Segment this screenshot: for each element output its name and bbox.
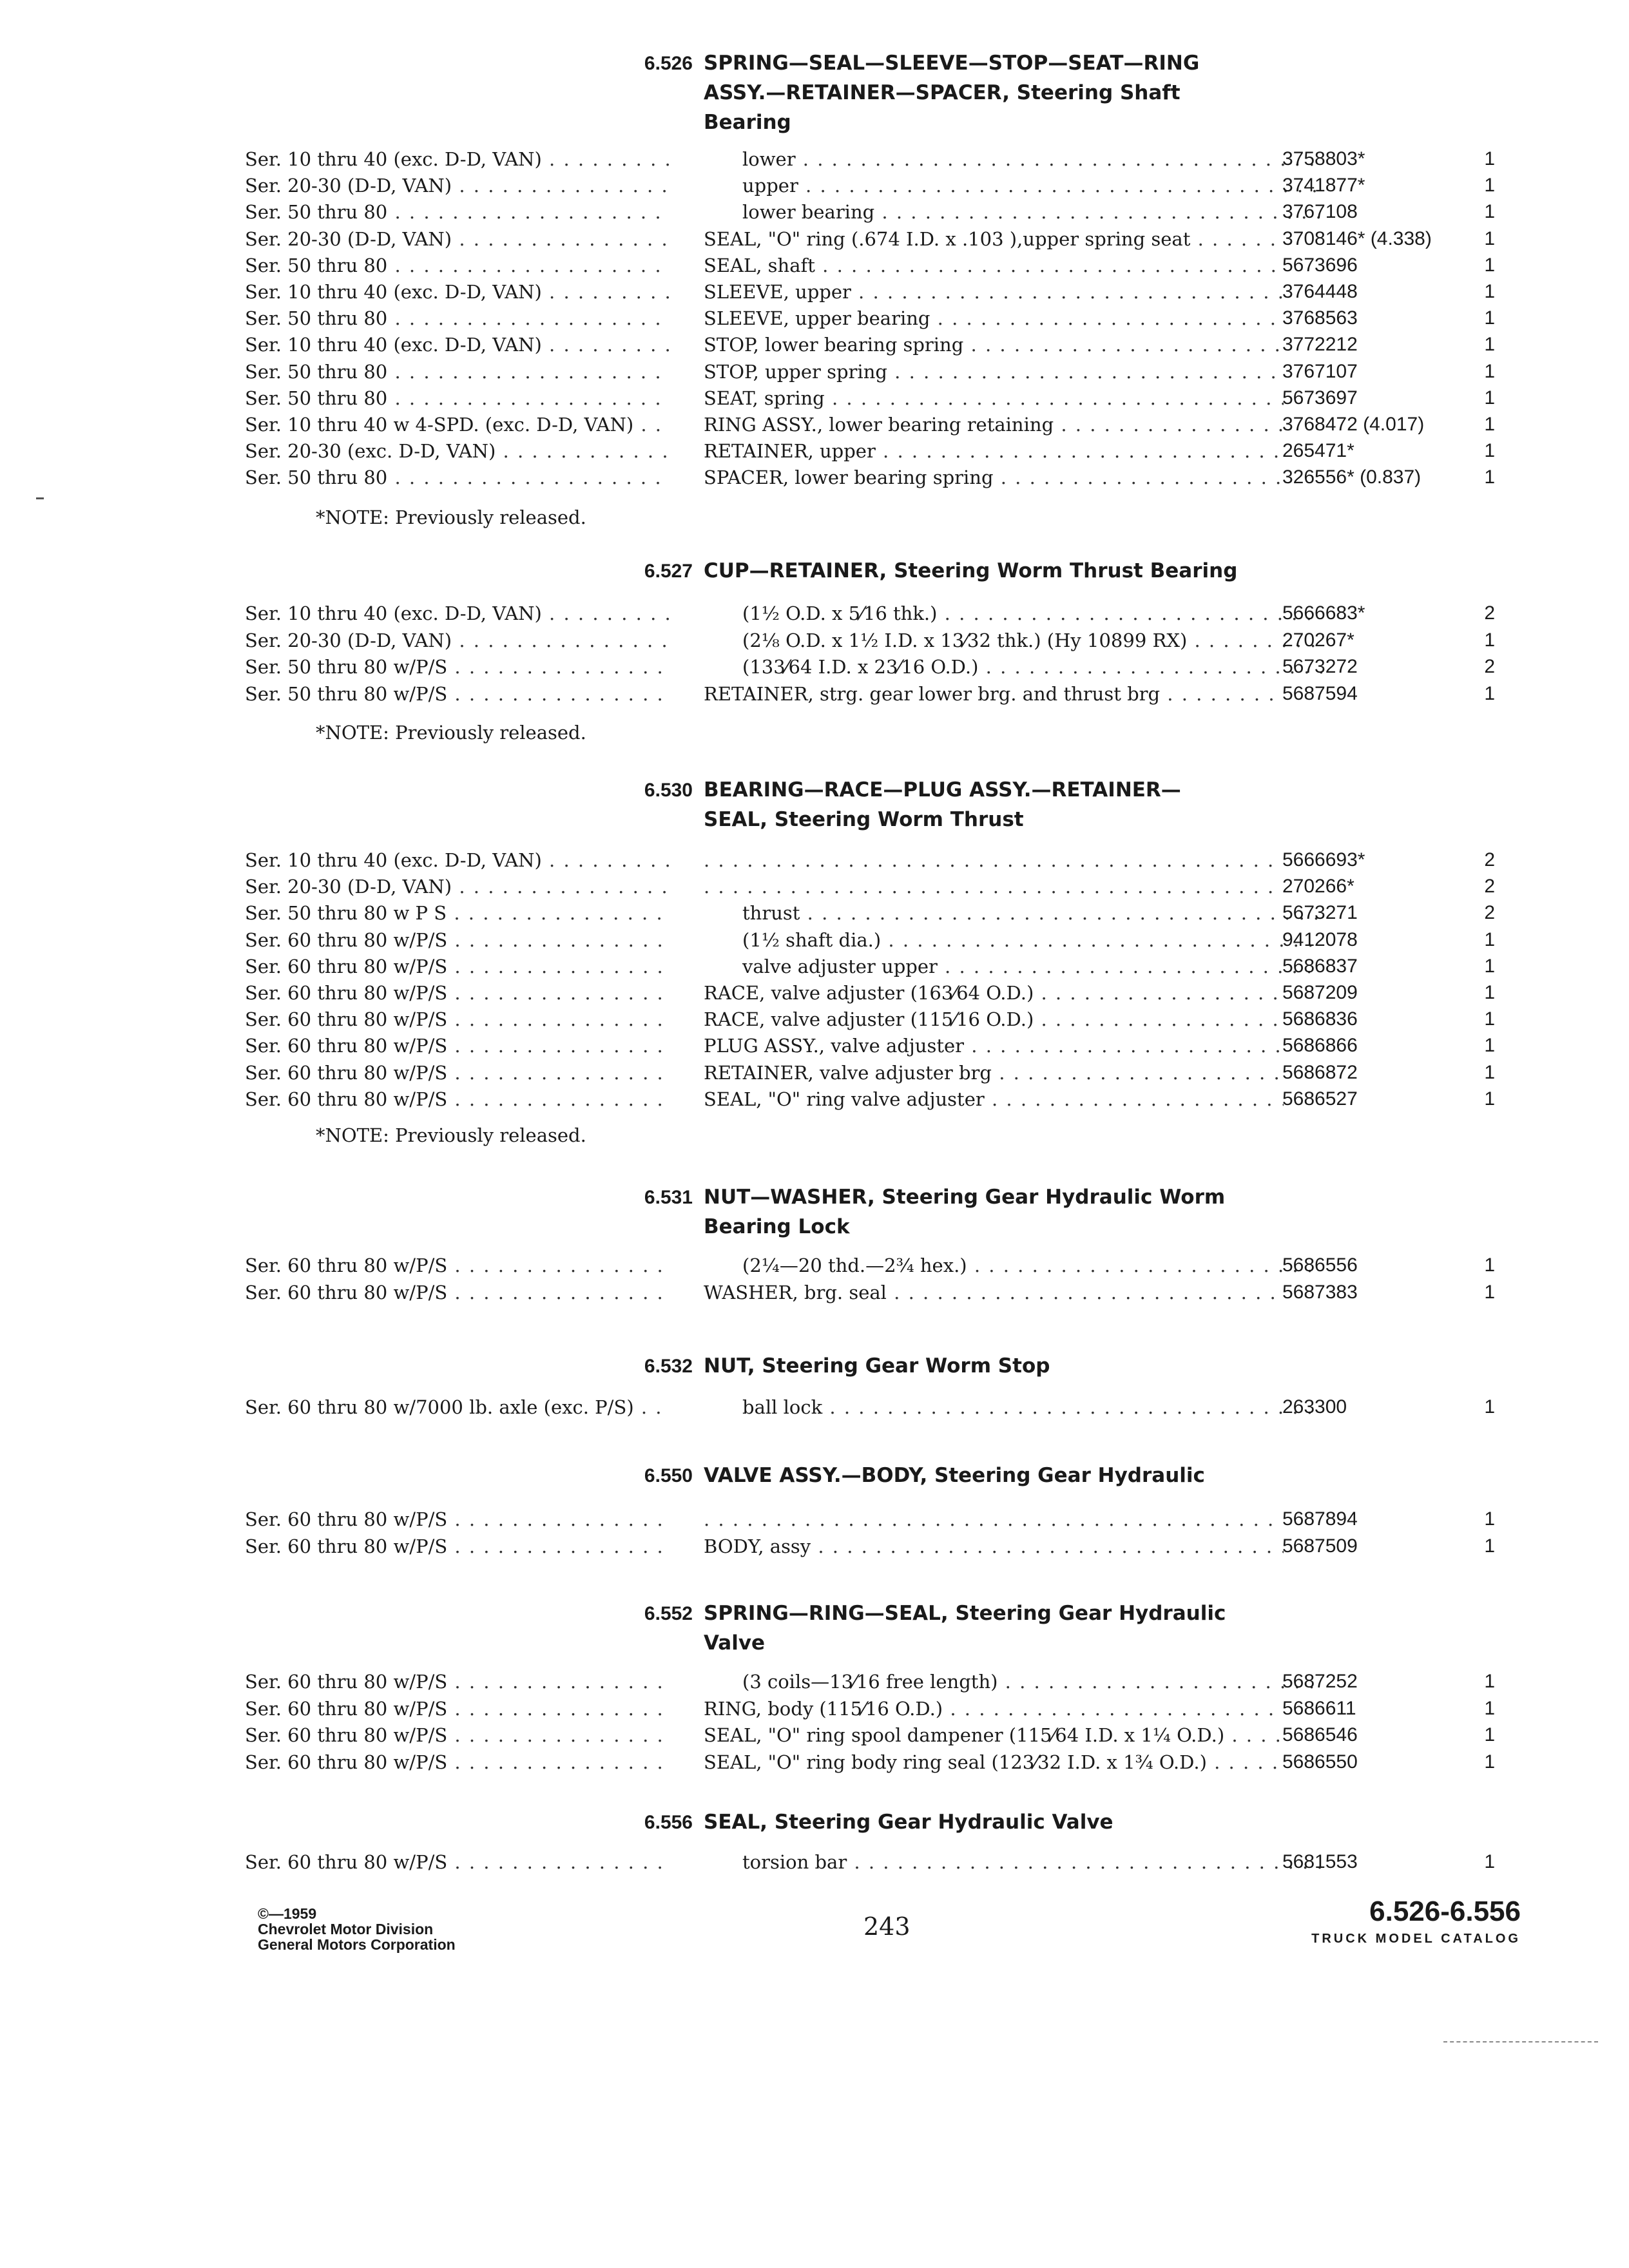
part-row (0, 954, 1629, 979)
quantity-cell: 2 (1484, 656, 1495, 677)
application-cell: Ser. 60 thru 80 w/P/S . . . (245, 980, 670, 1006)
quantity-cell: 1 (1484, 1671, 1495, 1692)
quantity-cell: 2 (1484, 602, 1495, 624)
application-cell: Ser. 10 thru 40 (exc. D-D, VAN) . . . (245, 279, 670, 305)
part-row (0, 173, 1629, 198)
quantity-cell: 1 (1484, 1088, 1495, 1110)
section-number: 6.550 (644, 1465, 693, 1486)
quantity-cell: 1 (1484, 629, 1495, 651)
part-row (0, 1849, 1629, 1875)
part-row (0, 1722, 1629, 1748)
application-cell: Ser. 20-30 (D-D, VAN) . . . (245, 226, 670, 252)
section-number: 6.532 (644, 1356, 693, 1377)
description-cell: lower bearing . . . (704, 199, 1322, 225)
part-row (0, 654, 1629, 680)
part-number-cell: 270267* (1282, 629, 1354, 651)
part-row (0, 1060, 1629, 1086)
part-row (0, 412, 1629, 437)
application-cell: Ser. 20-30 (D-D, VAN) . . . (245, 874, 670, 899)
quantity-cell: 2 (1484, 902, 1495, 924)
description-cell (704, 874, 1284, 899)
description-cell: SEAL, shaft . . . (704, 253, 1284, 278)
application-cell: Ser. 60 thru 80 w/P/S . . . (245, 1006, 670, 1032)
quantity-cell: 1 (1484, 387, 1495, 408)
section-title-line: Valve (704, 1631, 766, 1655)
application-cell: Ser. 50 thru 80 w/P/S . . . (245, 654, 670, 680)
section-title-line: SPRING—RING—SEAL, Steering Gear Hydraulic (704, 1602, 1226, 1625)
part-row (0, 253, 1629, 278)
section-title (704, 1599, 1309, 1658)
application-cell: Ser. 60 thru 80 w/P/S . . . (245, 1696, 670, 1722)
description-cell: RETAINER, valve adjuster brg . . . (704, 1060, 1284, 1086)
quantity-cell: 1 (1484, 148, 1495, 169)
part-number-cell: 3768563 (1282, 307, 1358, 329)
quantity-cell: 1 (1484, 1396, 1495, 1418)
description-cell: PLUG ASSY., valve adjuster . . . (704, 1033, 1284, 1059)
part-row (0, 874, 1629, 899)
part-row (0, 1033, 1629, 1059)
part-number-cell: 3764448 (1282, 281, 1358, 302)
application-cell: Ser. 60 thru 80 w/P/S . . . (245, 1253, 670, 1278)
quantity-cell: 2 (1484, 876, 1495, 898)
part-row (0, 601, 1629, 626)
quantity-cell: 1 (1484, 1751, 1495, 1773)
description-cell: (2⅛ O.D. x 1½ I.D. x 13⁄32 thk.) (Hy 10899 RX) . . . (704, 628, 1322, 653)
description-cell: BODY, assy . . . (704, 1533, 1284, 1559)
application-cell: Ser. 50 thru 80 . . . (245, 305, 670, 331)
description-cell: SEAL, "O" ring (.674 I.D. x .103 ),upper spring seat . . . (704, 226, 1284, 252)
part-number-cell: 5686836 (1282, 1008, 1358, 1030)
page-number: 243 (863, 1912, 911, 1941)
section-number: 6.526 (644, 53, 693, 74)
part-row (0, 226, 1629, 252)
section-number: 6.556 (644, 1812, 693, 1833)
quantity-cell: 1 (1484, 360, 1495, 382)
section-number: 6.531 (644, 1187, 693, 1208)
description-cell: (1½ shaft dia.) . . . (704, 927, 1322, 953)
description-cell: lower . . . (704, 146, 1322, 172)
quantity-cell: 1 (1484, 201, 1495, 223)
part-row (0, 628, 1629, 653)
section-title-line: VALVE ASSY.—BODY, Steering Gear Hydraulic (704, 1464, 1205, 1487)
quantity-cell: 1 (1484, 307, 1495, 329)
part-number-cell: 263300 (1282, 1396, 1347, 1418)
part-number-cell: 5686550 (1282, 1751, 1358, 1773)
application-cell: Ser. 50 thru 80 . . . (245, 385, 670, 411)
copyright-line: ©—1959 (258, 1905, 317, 1922)
quantity-cell: 1 (1484, 414, 1495, 435)
description-cell: RACE, valve adjuster (115⁄16 O.D.) . . . (704, 1006, 1284, 1032)
description-cell: STOP, lower bearing spring . . . (704, 332, 1284, 358)
quantity-cell: 1 (1484, 1851, 1495, 1872)
quantity-cell: 1 (1484, 334, 1495, 356)
quantity-cell: 1 (1484, 955, 1495, 977)
part-row (0, 199, 1629, 225)
part-row (0, 385, 1629, 411)
application-cell: Ser. 50 thru 80 . . . (245, 253, 670, 278)
section-title (704, 1461, 1309, 1490)
part-number-cell: 3708146* (4.338) (1282, 227, 1432, 249)
part-row (0, 359, 1629, 385)
quantity-cell: 1 (1484, 1035, 1495, 1057)
description-cell: upper . . . (704, 173, 1322, 198)
section-title-line: CUP—RETAINER, Steering Worm Thrust Bearing (704, 559, 1238, 582)
description-cell (704, 1506, 1284, 1532)
section-title-line: BEARING—RACE—PLUG ASSY.—RETAINER— (704, 778, 1181, 802)
description-cell: (2¼—20 thd.—2¾ hex.) . . . (704, 1253, 1322, 1278)
description-cell: thrust . . . (704, 900, 1322, 926)
application-cell: Ser. 60 thru 80 w/P/S . . . (245, 954, 670, 979)
description-cell: torsion bar . . . (704, 1849, 1322, 1875)
application-cell: Ser. 50 thru 80 . . . (245, 199, 670, 225)
part-number-cell: 5686837 (1282, 955, 1358, 977)
part-number-cell: 3768472 (4.017) (1282, 414, 1425, 435)
application-cell: Ser. 60 thru 80 w/P/S . . . (245, 1722, 670, 1748)
part-number-cell: 5666693* (1282, 849, 1365, 870)
application-cell: Ser. 20-30 (D-D, VAN) . . . (245, 173, 670, 198)
part-row (0, 1006, 1629, 1032)
application-cell: Ser. 50 thru 80 . . . (245, 465, 670, 490)
scan-mark (36, 497, 44, 499)
quantity-cell: 1 (1484, 1254, 1495, 1276)
part-number-cell: 5686866 (1282, 1035, 1358, 1057)
section-title-line: NUT—WASHER, Steering Gear Hydraulic Worm (704, 1186, 1226, 1209)
part-row (0, 438, 1629, 464)
part-number-cell: 5687252 (1282, 1671, 1358, 1692)
quantity-cell: 1 (1484, 440, 1495, 462)
application-cell: Ser. 60 thru 80 w/P/S . . . (245, 1749, 670, 1775)
application-cell: Ser. 10 thru 40 (exc. D-D, VAN) . . . (245, 601, 670, 626)
part-number-cell: 5687894 (1282, 1508, 1358, 1530)
part-number-cell: 5673696 (1282, 254, 1358, 276)
application-cell: Ser. 50 thru 80 w P S . . . (245, 900, 670, 926)
application-cell: Ser. 20-30 (exc. D-D, VAN) . . . (245, 438, 670, 464)
description-cell: SEAL, "O" ring spool dampener (115⁄64 I.D. x 1¼ O.D.) . . . (704, 1722, 1284, 1748)
section-title (704, 1807, 1309, 1837)
section-title (704, 775, 1309, 834)
part-number-cell: 5686546 (1282, 1724, 1358, 1745)
application-cell: Ser. 60 thru 80 w/P/S . . . (245, 1280, 670, 1305)
description-cell: RETAINER, strg. gear lower brg. and thrust brg . . . (704, 681, 1284, 707)
part-row (0, 1533, 1629, 1559)
section-title (704, 1182, 1309, 1242)
part-row (0, 900, 1629, 926)
part-number-cell: 265471* (1282, 440, 1354, 462)
application-cell: Ser. 60 thru 80 w/P/S . . . (245, 1506, 670, 1532)
quantity-cell: 1 (1484, 1535, 1495, 1557)
part-number-cell: 5687209 (1282, 982, 1358, 1003)
catalog-title: TRUCK MODEL CATALOG (1311, 1932, 1521, 1946)
part-number-cell: 5686611 (1282, 1697, 1356, 1719)
quantity-cell: 1 (1484, 982, 1495, 1003)
application-cell: Ser. 60 thru 80 w/7000 lb. axle (exc. P/S) . . . (245, 1394, 670, 1420)
part-row (0, 1280, 1629, 1305)
quantity-cell: 1 (1484, 466, 1495, 488)
application-cell: Ser. 60 thru 80 w/P/S . . . (245, 1086, 670, 1112)
description-cell: SEAT, spring . . . (704, 385, 1284, 411)
section-title (704, 1351, 1309, 1381)
quantity-cell: 1 (1484, 1008, 1495, 1030)
quantity-cell: 1 (1484, 1061, 1495, 1083)
description-cell: RING, body (115⁄16 O.D.) . . . (704, 1696, 1284, 1722)
description-cell: (3 coils—13⁄16 free length) . . . (704, 1669, 1322, 1695)
footnote: *NOTE: Previously released. (316, 506, 586, 528)
quantity-cell: 1 (1484, 928, 1495, 950)
part-number-cell: 9412078 (1282, 928, 1358, 950)
section-title (704, 556, 1309, 586)
description-cell: RACE, valve adjuster (163⁄64 O.D.) . . . (704, 980, 1284, 1006)
section-title-line: SEAL, Steering Gear Hydraulic Valve (704, 1811, 1113, 1834)
part-row (0, 681, 1629, 707)
part-number-cell: 5666683* (1282, 602, 1365, 624)
description-cell: SEAL, "O" ring valve adjuster . . . (704, 1086, 1284, 1112)
part-row (0, 927, 1629, 953)
description-cell (704, 847, 1284, 873)
part-row (0, 847, 1629, 873)
description-cell: (133⁄64 I.D. x 23⁄16 O.D.) . . . (704, 654, 1322, 680)
section-number: 6.530 (644, 780, 693, 801)
part-number-cell: 3767108 (1282, 201, 1358, 223)
description-cell: WASHER, brg. seal . . . (704, 1280, 1284, 1305)
application-cell: Ser. 50 thru 80 . . . (245, 359, 670, 385)
application-cell: Ser. 10 thru 40 (exc. D-D, VAN) . . . (245, 847, 670, 873)
description-cell: (1½ O.D. x 5⁄16 thk.) . . . (704, 601, 1322, 626)
description-cell: SEAL, "O" ring body ring seal (123⁄32 I.D. x 1¾ O.D.) . . . (704, 1749, 1284, 1775)
part-number-cell: 3758803* (1282, 148, 1365, 169)
part-row (0, 1253, 1629, 1278)
part-number-cell: 5687509 (1282, 1535, 1358, 1557)
section-range: 6.526-6.556 (1369, 1896, 1521, 1927)
copyright-line: Chevrolet Motor Division (258, 1921, 434, 1937)
part-row (0, 305, 1629, 331)
description-cell: STOP, upper spring . . . (704, 359, 1284, 385)
quantity-cell: 1 (1484, 1508, 1495, 1530)
part-number-cell: 5673271 (1282, 902, 1358, 924)
section-number: 6.527 (644, 561, 693, 582)
part-row (0, 1086, 1629, 1112)
application-cell: Ser. 60 thru 80 w/P/S . . . (245, 1033, 670, 1059)
application-cell: Ser. 10 thru 40 (exc. D-D, VAN) . . . (245, 146, 670, 172)
part-number-cell: 5686527 (1282, 1088, 1358, 1110)
part-number-cell: 3767107 (1282, 360, 1358, 382)
quantity-cell: 2 (1484, 849, 1495, 870)
quantity-cell: 1 (1484, 281, 1495, 302)
part-number-cell: 5686556 (1282, 1254, 1358, 1276)
part-row (0, 1669, 1629, 1695)
quantity-cell: 1 (1484, 227, 1495, 249)
application-cell: Ser. 10 thru 40 w 4-SPD. (exc. D-D, VAN) . . . (245, 412, 670, 437)
part-row (0, 980, 1629, 1006)
section-title-line: SPRING—SEAL—SLEEVE—STOP—SEAT—RING (704, 52, 1200, 75)
quantity-cell: 1 (1484, 1281, 1495, 1303)
quantity-cell: 1 (1484, 682, 1495, 704)
part-number-cell: 326556* (0.837) (1282, 466, 1422, 488)
application-cell: Ser. 50 thru 80 w/P/S . . . (245, 681, 670, 707)
description-cell: SPACER, lower bearing spring . . . (704, 465, 1284, 490)
quantity-cell: 1 (1484, 254, 1495, 276)
section-title-line: Bearing (704, 111, 791, 134)
quantity-cell: 1 (1484, 1724, 1495, 1745)
part-number-cell: 270266* (1282, 876, 1354, 898)
part-number-cell: 5687594 (1282, 682, 1358, 704)
application-cell: Ser. 20-30 (D-D, VAN) . . . (245, 628, 670, 653)
section-title-line: SEAL, Steering Worm Thrust (704, 808, 1024, 831)
description-cell: SLEEVE, upper . . . (704, 279, 1284, 305)
description-cell: ball lock . . . (704, 1394, 1322, 1420)
section-title (704, 48, 1309, 137)
part-number-cell: 5686872 (1282, 1061, 1358, 1083)
part-row (0, 332, 1629, 358)
quantity-cell: 1 (1484, 1697, 1495, 1719)
description-cell: RETAINER, upper . . . (704, 438, 1284, 464)
application-cell: Ser. 60 thru 80 w/P/S . . . (245, 1849, 670, 1875)
part-row (0, 465, 1629, 490)
section-title-line: Bearing Lock (704, 1215, 850, 1238)
section-title-line: ASSY.—RETAINER—SPACER, Steering Shaft (704, 81, 1181, 104)
section-title-line: NUT, Steering Gear Worm Stop (704, 1354, 1050, 1378)
part-number-cell: 5687383 (1282, 1281, 1358, 1303)
part-number-cell: 5681553 (1282, 1851, 1358, 1872)
part-number-cell: 5673697 (1282, 387, 1358, 408)
part-row (0, 279, 1629, 305)
scan-edge-mark (1443, 2041, 1598, 2044)
part-row (0, 1749, 1629, 1775)
description-cell: RING ASSY., lower bearing retaining . . . (704, 412, 1284, 437)
application-cell: Ser. 60 thru 80 w/P/S . . . (245, 1533, 670, 1559)
footnote: *NOTE: Previously released. (316, 722, 586, 744)
copyright-line: General Motors Corporation (258, 1936, 456, 1953)
description-cell: valve adjuster upper . . . (704, 954, 1322, 979)
part-row (0, 1696, 1629, 1722)
part-row (0, 1506, 1629, 1532)
part-number-cell: 3741877* (1282, 175, 1365, 197)
application-cell: Ser. 60 thru 80 w/P/S . . . (245, 927, 670, 953)
application-cell: Ser. 10 thru 40 (exc. D-D, VAN) . . . (245, 332, 670, 358)
part-row (0, 1394, 1629, 1420)
description-cell: SLEEVE, upper bearing . . . (704, 305, 1284, 331)
part-number-cell: 5673272 (1282, 656, 1358, 677)
section-number: 6.552 (644, 1603, 693, 1624)
part-row (0, 146, 1629, 172)
part-number-cell: 3772212 (1282, 334, 1358, 356)
application-cell: Ser. 60 thru 80 w/P/S . . . (245, 1060, 670, 1086)
application-cell: Ser. 60 thru 80 w/P/S . . . (245, 1669, 670, 1695)
quantity-cell: 1 (1484, 175, 1495, 197)
footnote: *NOTE: Previously released. (316, 1124, 586, 1146)
copyright-block (258, 1906, 456, 1952)
